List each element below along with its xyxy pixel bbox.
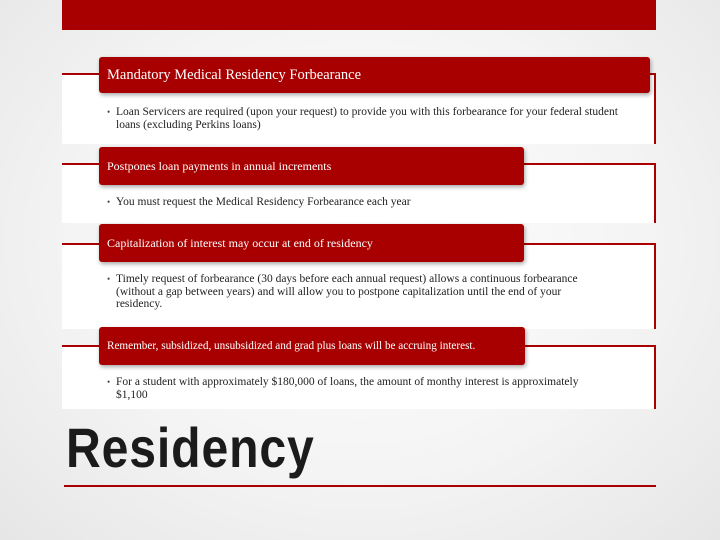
section-4-bullet [107,376,612,401]
section-4-bullet-text: For a student with approximately $180,000 of loans, the amount of monthy interest is approximately $1,100 [116,376,579,401]
section-1-heading [99,57,650,93]
section-3-bullet-text: Timely request of forbearance (30 days before each annual request) allows a continuous forbearance (without a gap between years) and will allow you to postpone capitalization until the end of your residency. [116,273,578,310]
section-2-bullet [107,196,627,209]
section-2-heading-text: Postpones loan payments in annual increments [107,158,332,173]
section-1-bullet-text: Loan Servicers are required (upon your request) to provide you with this forbearance for your federal student loans (excluding Perkins loans) [116,106,618,131]
section-3-bullet [107,273,607,311]
title-underline [64,485,656,487]
section-4-heading [99,327,525,365]
section-3-heading [99,224,524,262]
top-accent-band [62,0,656,30]
bullet-dot: • [107,274,111,284]
section-1-bullet [107,106,627,131]
section-4-heading-text: Remember, subsidized, unsubsidized and grad plus loans will be accruing interest. [107,340,476,352]
bullet-dot: • [107,197,111,207]
bullet-dot: • [107,377,111,387]
section-2-bullet-text: You must request the Medical Residency Forbearance each year [116,196,411,208]
section-1-heading-text: Mandatory Medical Residency Forbearance [107,66,362,83]
bullet-dot: • [107,107,111,117]
section-3-heading-text: Capitalization of interest may occur at end of residency [107,235,373,250]
slide-title: Residency [66,416,315,479]
section-2-heading [99,147,524,185]
